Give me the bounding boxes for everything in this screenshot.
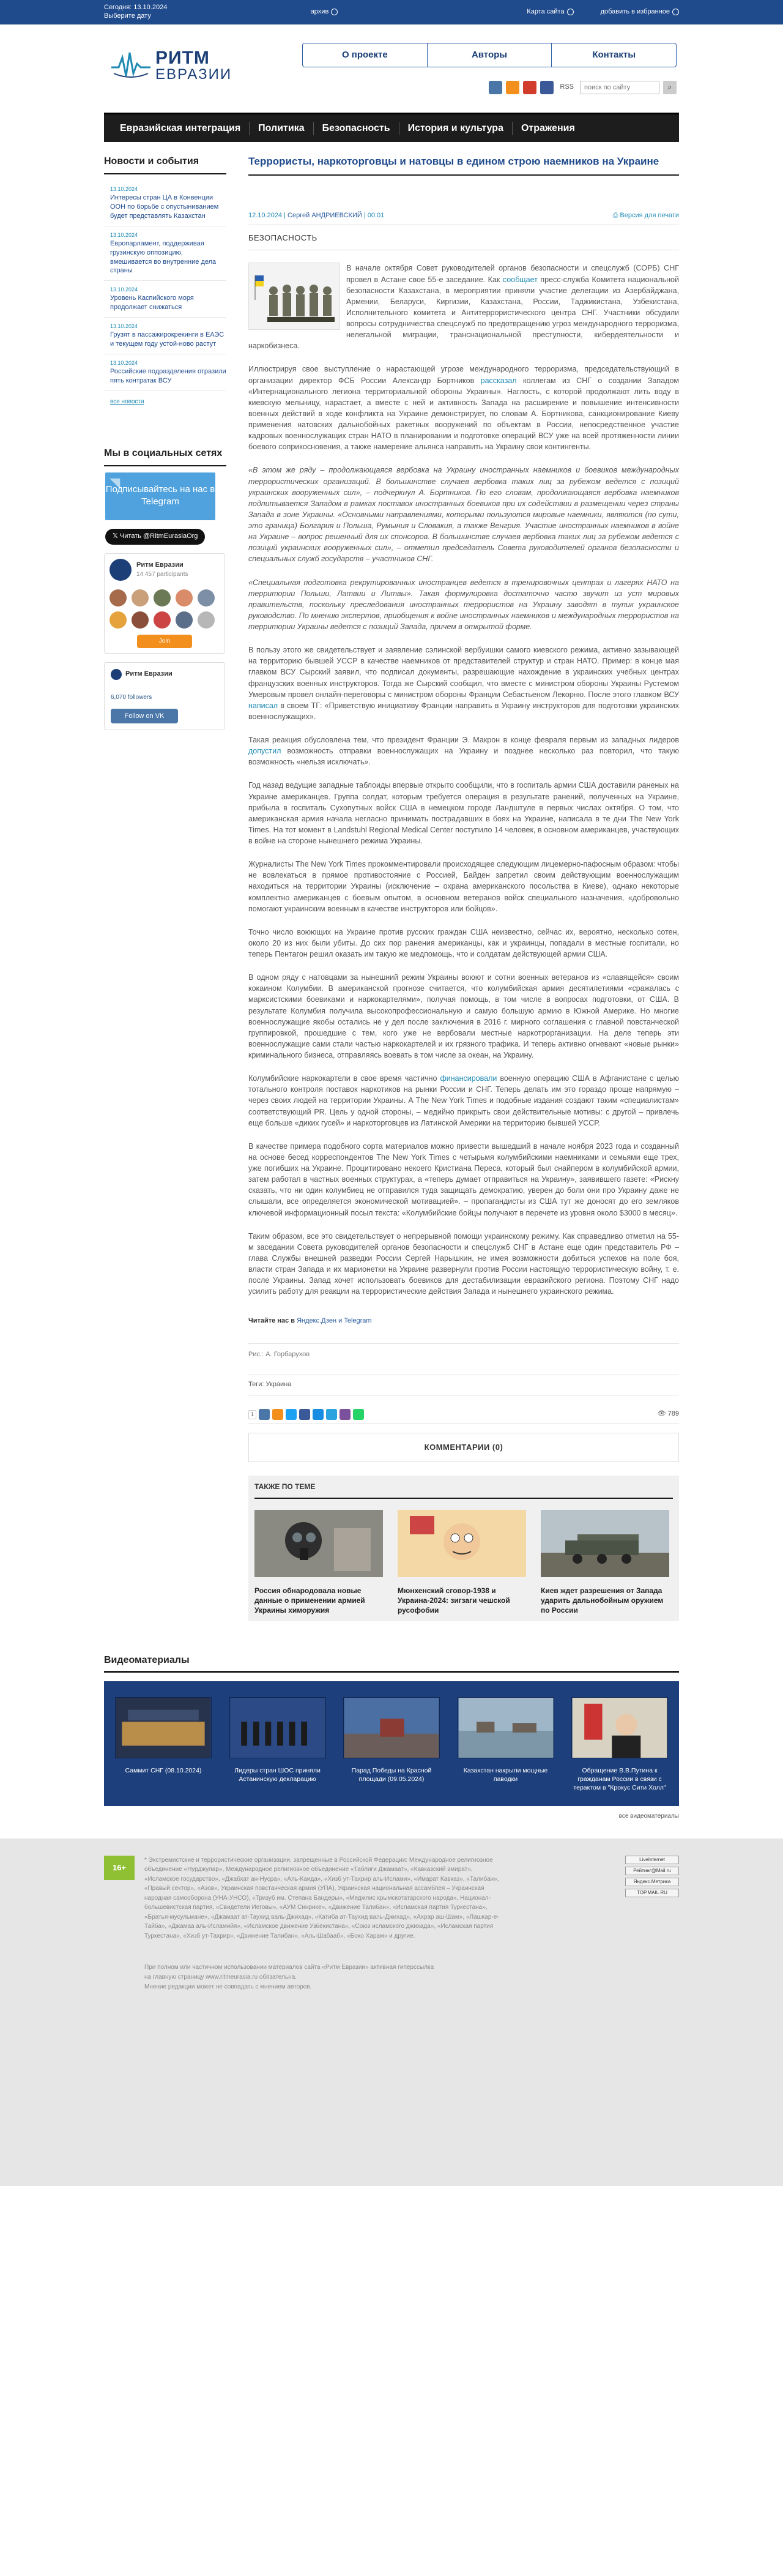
video-carousel [104,1681,679,1806]
vk-followers: 6,070 followers [111,694,152,701]
x-follow-button[interactable]: 𝕏 Читать @RitmEurasiaOrg [105,529,205,545]
nav-about[interactable]: О проекте [341,50,388,60]
related-image-cartoon [398,1510,526,1577]
avatar[interactable] [176,611,193,629]
header-social [489,81,677,94]
video-card[interactable] [458,1697,554,1806]
footer [0,1839,783,2186]
views-counter: 👁 789 [657,1410,679,1418]
video-card[interactable] [571,1697,668,1806]
vk-group-name[interactable]: Ритм Евразии [136,561,184,569]
news-icon[interactable] [523,81,536,94]
avatar[interactable] [132,611,149,629]
article-rubric[interactable]: БЕЗОПАСНОСТЬ [248,233,679,251]
nav-authors[interactable]: Авторы [427,43,552,67]
related-image-gasmask [254,1510,383,1577]
related-title: Киев ждет разрешения от Запада ударить дальнобойным оружием по России [541,1586,664,1615]
article-paragraph: В пользу этого же свидетельствует и заявление сэлинской вербуишки самого киевского режима, активно зазывающей на территорию бывшей УССР в качестве наемников от представителей структур и стран НАТО. Пример: в конце мая главком ВСУ Сырский заявил, что подписал документы, разрешающие нахождение в украинских учебных центрах французских военных инструкторов. Тогда же Сырский сообщил, что вместе с министром обороны Украины Рустемом Умеровым провел онлайн-переговоры с министром обороны Франции Себастьеном Лекорню. После этого главком ВСУ написал в своем ТГ: «Приветствую инициативу Франции направить в Украину инструкторов для подготовки украинских военнослужащих». [248,646,679,721]
print-icon: ⎙ [612,211,620,219]
related-card[interactable] [398,1510,526,1616]
all-videos-link[interactable]: все видеоматериалы [618,1813,679,1820]
search-icon[interactable]: ⌕ [663,81,677,94]
video-title: Обращение В.В.Путина к гражданам России в связи с терактом в "Крокус Сити Холл" [573,1767,666,1791]
all-news-link[interactable]: все новости [110,398,144,406]
today-date: Сегодня: 13.10.2024 [104,4,168,12]
article-author[interactable]: Сергей АНДРИЕВСКИЙ [288,211,362,219]
rss-link[interactable]: RSS [560,83,574,91]
read-us-in: Читайте нас в Яндекс.Дзен и Telegram [248,1317,372,1325]
vk-icon[interactable] [489,81,502,94]
copyright-line: Мнение редакции может не совпадать с мнением авторов. [144,1984,312,1991]
site-logo[interactable] [110,49,232,82]
article-paragraph: Таким образом, все это свидетельствует о непрерывной помощи украинскому режиму. Как справедливо отметил на 55-м заседании Совета руководителей органов безопасности и спецслужб СНГ в Астане еще один представитель РФ – глава Службы внешней разведки России Сергей Нарышкин, не имея возможности добиться успехов на поле боя, власти стран Запада и их марионетки на Украине развернули против России настоящую террористическую войну, т. е. после Украины. Запад хочет использовать боевиков для дестабилизации евразийского региона. Поэтому СНГ надо усилить работу для реакции на террористические действия Запада и нынешнего украинского режима. [248,1231,679,1296]
avatar[interactable] [109,611,127,629]
copyright-line: на главную страницу www.ritmeurasia.ru обязательна. [144,1974,297,1981]
star-icon [672,9,679,15]
choose-date-link[interactable]: Выберите дату [104,12,151,20]
source-link[interactable]: рассказал [480,376,517,385]
share-facebook-icon[interactable] [299,1409,310,1420]
related-title: Мюнхенский сговор-1938 и Украина-2024: зигзаги чешской русофобии [398,1586,510,1615]
video-heading: Видеоматериалы [104,1653,679,1673]
share-mail-icon[interactable] [313,1409,324,1420]
counter-badge[interactable]: Рейтинг@Mail.ru [625,1867,679,1875]
share-telegram-icon[interactable] [326,1409,337,1420]
counter-badges [625,1856,679,1897]
article-paragraph: Колумбийские наркокартели в свое время частично финансировали военную операцию США в Афганистане с целью тотального контроля поставок наркотиков на рынки России и СНГ. Теперь делать им это гораздо проще напрямую – через своих людей на территории Украины. А The New York Times и подобные издания создают таким «специалистам» соответствующий PR. Цель у одной стороны, – медийно прикрыть свои действительные мотивы: с другой – привлечь еще больше «диких гусей» и наркоторговцев из Латинской Америки на территорию бывшей УССР. [248,1074,679,1127]
related-image-missile [541,1510,669,1577]
source-link[interactable]: написал [248,701,278,710]
main-nav [104,113,679,142]
date-block [104,4,245,21]
vk-group-widget [104,553,225,654]
vk-participants: 14 457 participants [136,570,188,578]
video-thumb [343,1697,440,1758]
news-title[interactable]: Грузят в пассажирокрекинги в ЕАЭС и текущем году устой-ново растут [110,330,225,348]
share-whatsapp-icon[interactable] [353,1409,364,1420]
sitemap-icon [567,9,574,15]
article-quote: «В этом же ряду – продолжающаяся вербовка на Украину иностранных наемников и боевиков международных террористических организаций. В большинстве случаев вербовка таких лиц за рубежом ведется с позиций украинских вооруженных сил», – подчеркнул А. Бортников. По его словам, продолжающаяся вербовка наемников подпитывается Западом в рамках поставок иностранных боевиков при их содействии в размещении через страны Запада в зоне Украины. «Основными направлениями, которыми пользуются мировые наемники, являются (по сути, это граница) Болгария и Польша, Румыния и Словакия, а также Венгрия. Участие иностранных наемников в войне на Украине – вопрос решенный для их спонсоров. В большинстве случаев вербовка таких лиц за рубежом ведется с позиций украинских вооруженных сил», – отметил председатель Совета руководителей органов безопасности и специальных служб государств – участников СНГ. [248,466,679,564]
vk-member-avatars [109,589,220,629]
article-illustration [248,263,340,330]
logo-line2: ЕВРАЗИИ [155,66,232,83]
source-link[interactable]: сообщает [502,275,538,284]
video-thumb [458,1697,554,1758]
nav-history-culture[interactable]: История и культура [399,122,513,135]
share-viber-icon[interactable] [340,1409,351,1420]
news-date: 13.10.2024 [110,231,138,238]
avatar[interactable] [132,589,149,607]
related-title: Россия обнародовала новые данные о применении армией Украины химоружия [254,1586,365,1615]
article-title: Террористы, наркоторговцы и натовцы в едином строю наемников на Украине [248,154,679,176]
footer-disclaimer: * Экстремистские и террористические организации, запрещенные в Российской Федерации: Международное религиозное объединение «Нурджулар», Международное религиозное объединение «Таблиги Джамаат», «Кавказский эмират», «Исламское государство», «Джабхат ан-Нусра», «Аль-Каида», «Хизб ут-Тахрир аль-Ислами», «Имарат Кавказ», «Талибан», «Правый сектор», «Азов», Украинская повстанческая армия (УПА), Украинская национальная ассамблея – Украинская народная самооборона (УНА-УНСО), «Тризуб им. Степана Бандеры», «Меджлис крымскотатарского народа», Национал-большевистская партия, «Свидетели Иеговы», «АУМ Синрике», «Движение Талибан», «Исламская партия Туркестана», «Братья-мусульмане», «Джамаат ат-Таухид валь-Джихад», «Катиба ат-Таухид валь-Джихад», «Ахрар аш-Шам», «Лашкар-е-Тайба», «Джамаа аль-Исламийя», «Исламское движение Узбекистана», «Союз исламского джихада», «Исламская партия Туркестана», «Хизб ут-Тахрир», «Движение Талибан», «Аль-Шабааб», «Боко Харам» и другие. [144,1856,499,1939]
avatar[interactable] [109,589,127,607]
counter-badge[interactable]: TOP.MAIL.RU [625,1889,679,1897]
bookmark-link[interactable]: добавить в избранное [601,7,679,17]
comments-heading[interactable]: КОММЕНТАРИИ (0) [248,1433,679,1462]
article-paragraph: В начале октября Совет руководителей органов безопасности и спецслужб (СОРБ) СНГ провел в Астане свое 55-е заседание. Как сообщает пресс-служба Комитета национальной безопасности Казахстана, в мероприятии приняли участие делегации из Азербайджана, Армении, Беларуси, Киргизии, Казахстана, России, Таджикистана, Узбекистана, Исполнительного комитета и Антитеррористического центра СНГ. Участники обсудили вопросы сотрудничества спецслужб по предотвращению угроз международного терроризма, нелегальной миграции, транснациональной преступности, кибердеятельности и наркобизнеса. [248,264,679,351]
video-card[interactable] [229,1697,326,1806]
top-nav [302,43,677,67]
related-heading: ТАКЖЕ ПО ТЕМЕ [254,1482,673,1498]
video-thumb [571,1697,668,1758]
sidebar [104,154,226,1621]
video-title: Парад Победы на Красной площади (09.05.2024) [351,1767,432,1783]
article-paragraph: Год назад ведущие западные таблоиды впервые открыто сообщили, что в госпиталь армии США доставили раненых на Украине американцев. Группа солдат, которым требуется операция в результате ранений, полученных на Украине, прибыла в госпиталь Сухопутных войск США в немецком городе Ландштуле в первых числах октября. О том, что американская армия начала негласно принимать пострадавших в боях на Украине, написала в те дни The New York Times. На тот момент в Landstuhl Regional Medical Center поступило 14 человек, в основном американцев, участвующих в войне на стороне нынешнего режима Украины. [248,781,679,846]
print-version-link[interactable]: ⎙ Версия для печати [612,211,679,219]
age-rating-badge: 16+ [104,1856,135,1880]
related-card[interactable] [541,1510,669,1616]
video-card[interactable] [115,1697,212,1806]
vk-join-button[interactable]: Join [137,635,192,648]
counter-badge[interactable]: Яндекс.Метрика [625,1878,679,1886]
share-twitter-icon[interactable] [286,1409,297,1420]
news-item[interactable] [104,281,226,318]
avatar[interactable] [198,611,215,629]
counter-badge[interactable]: LiveInternet [625,1856,679,1864]
related-card[interactable] [254,1510,383,1616]
news-item[interactable] [104,354,226,391]
news-item[interactable] [104,318,226,354]
nav-contacts[interactable]: Контакты [551,43,676,67]
article-paragraph: Точно число воюющих на Украине против русских граждан США неизвестно, сейчас их, вероятно, несколько сотен, около 20 из них были убиты. До сих пор ранения американцы, как и украинцы, попадали в местные госпитали, но теперь Пентагон решил оказать им такую же медпомощь, что и солдатам действующей армии США. [248,927,679,959]
video-card[interactable] [343,1697,440,1806]
news-date: 13.10.2024 [110,359,138,366]
footer-copyright [144,1963,679,1992]
article-quote: «Специальная подготовка рекрутированных иностранцев ведется в тренировочных центрах и лагерях НАТО на территории Польши, Латвии и Литвы». Такая формулировка достаточно часто звучит из уст мировых правительств, поскольку преследования иностранных террористов на Украину заводят в тупик украинское руководство. По мнению экспертов, приобщения к войне иностранных наемников и международных террористов на территории Украины ведется с позиций Запада, причем в открытой форме. [248,578,679,632]
archive-icon [331,9,338,15]
logo-mark-icon [110,49,152,82]
avatar[interactable] [154,611,171,629]
article-time: 00:01 [367,211,385,219]
avatar[interactable] [198,589,215,607]
news-title[interactable]: Уровень Каспийского моря продолжает снижаться [110,294,194,312]
article [248,154,679,1621]
video-title: Саммит СНГ (08.10.2024) [125,1767,202,1775]
top-bar [0,0,783,24]
video-thumb [115,1697,212,1758]
video-thumb [229,1697,326,1758]
archive-link[interactable]: архив [245,7,404,17]
article-paragraph: Иллюстрируя свое выступление о нарастающей угрозе международного терроризма, председательствующий в организации директор ФСБ России Александр Бортников рассказал коллегам из СНГ о создании Западом «Интернационального легиона территориальной обороны Украины». Наглость, с которой продолжают лить воду в киевскую мельницу, нарастает, а вместе с ней и активность Запада на расширение и повышение интенсивности военных действий в ходе конфликта на Украине демонстрирует, по словам А. Бортникова, санкционирование Киеву применения натовских дальнобойных ракетных вооружений по объектам в России, непосредственное участие кадровых военнослужащих стран НАТО в планировании и подготовке операций ВСУ уже на всей протяженности линии боевого соприкосновения, а также намерение альянса направить на Украину свои контингенты. [248,365,679,452]
related-block [248,1476,679,1621]
news-date: 13.10.2024 [110,323,138,329]
news-item[interactable] [104,226,226,281]
article-date: 12.10.2024 [248,211,283,219]
news-heading: Новости и события [104,154,226,174]
copyright-line: При полном или частичном использовании материалов сайта «Ритм Евразии» активная гиперссылка [144,1964,434,1971]
share-ok-icon[interactable] [272,1409,283,1420]
share-count: 1 [248,1410,256,1419]
nav-security[interactable]: Безопасность [314,122,399,135]
avatar[interactable] [154,589,171,607]
news-title[interactable]: Европарламент, поддерживая грузинскую оппозицию, вмешивается во внутренние дела страны [110,239,217,275]
vk-page-avatar [111,669,122,680]
news-date: 13.10.2024 [110,186,138,193]
telegram-banner[interactable]: Подписывайтесь на нас в Telegram [105,472,215,520]
search-input[interactable] [580,81,659,94]
social-heading: Мы в социальных сетях [104,446,226,466]
article-meta: 12.10.2024 | Сергей АНДРИЕВСКИЙ | 00:01 ⎙ Версия для печати [248,211,679,225]
video-section [104,1653,679,1821]
nav-reflections[interactable]: Отражения [521,122,575,133]
read-us-links[interactable]: Яндекс.Дзен и Telegram [297,1317,372,1325]
article-tags[interactable]: Теги: Украина [248,1375,679,1395]
vk-group-avatar [109,559,132,581]
article-paragraph: В качестве примера подобного сорта материалов можно привести вышедший в начале ноября 2023 года и созданный на основе бесед корреспондентов The New York Times с четырьмя колумбийскими наемниками и семьями еще трех, уже погибших на Украине. Процитировано некоего Кристиана Переса, который был снайпером в колумбийской армии, затем работал в частных военных структурах, а «теперь думает отправиться на Украину», заявившего газете: «Рискну сказать, что ни один колумбиец не отправился туда защищать демократию, уверен до боли они про Украину даже не слышали, все определяется экономической мотивацией». – пропагандисты из США тут же доносят до его земляков ключевой информационный посыл текста: «Колумбийские бойцы получают в перечете из уровня около $3000 в месяц». [248,1141,679,1217]
news-date: 13.10.2024 [110,286,138,293]
nav-politics[interactable]: Политика [250,122,313,135]
share-bar [248,1405,679,1424]
article-paragraph: В одном ряду с натовцами за нынешний режим Украины воюют и сотни военных ветеранов из «славящейся» своим кокаином Колумбии. В американской прогнозе считается, что колумбийская армия десятилетиями «сражалась с марксистскими боевиками и наркокартелями», получая помощь, в том числе в вопросах подготовки, от США. В результате Колумбия получила высокопрофессиональную и самую большую армию в Южной Америке. Но многие военнослужащие якобы остались не у дел после заключения в 2016 г. мирного соглашения с главной повстанческой группировкой, прошедшие с тем, кого уже не вербовали местные наркотрорганизации. На деле теперь эти военнослужащие сами стали частью наркокартелей и их грязного трафика. И теперь активно огневают «новые рынки» криминального бизнеса, отправляясь воевать в том числе за океан, на Украину. [248,973,679,1060]
avatar[interactable] [176,589,193,607]
vk-page-name[interactable]: Ритм Евразии [125,670,173,678]
video-title: Лидеры стран ШОС приняли Астанинскую декларацию [234,1767,321,1783]
x-icon: 𝕏 [113,532,120,540]
news-title[interactable]: Российские подразделения отразили пять контратак ВСУ [110,367,226,384]
article-paragraph: Журналисты The New York Times прокомментировали происходящее следующим лицемерно-пафосным образом: чтобы не вовлекаться в прямое противостояние с Россией, Байден запретил своим действующим военнослужащим находиться на территории Украины (исключение – охрана американского посольства в Киеве), однако некоторые комплектно американцев с боевым опытом, в основном ветеранов войск специального назначения, «добровольно помогают украинским военным в качестве инструкторов или бойцов». [248,860,679,913]
news-item[interactable] [104,181,226,226]
twitter-icon[interactable] [540,81,554,94]
sitemap-link[interactable]: Карта сайта [527,7,573,17]
article-paragraph: Такая реакция обусловлена тем, что президент Франции Э. Макрон в конце февраля первым из западных лидеров допустил возможность отправки военнослужащих на Украину и позднее несколько раз повторил, что такую возможность «нельзя исключать». [248,736,679,767]
logo-line1: РИТМ [155,48,210,68]
illustration-figures-icon [249,263,340,330]
news-title[interactable]: Интересы стран ЦА в Конвенции ООН по борьбе с опустыниванием будет представлять Казахстан [110,194,219,220]
share-vk-icon[interactable] [259,1409,270,1420]
site-header [104,24,679,113]
eye-icon: 👁 [657,1410,668,1418]
nav-eurasian-integration[interactable]: Евразийская интеграция [111,122,250,135]
vk-follow-widget [104,662,225,730]
source-link[interactable]: допустил [248,747,281,756]
video-title: Казахстан накрыли мощные паводки [463,1767,548,1783]
ok-icon[interactable] [506,81,519,94]
vk-follow-button[interactable]: Follow on VK [111,709,178,723]
source-link[interactable]: финансировали [440,1074,497,1083]
image-credit: Рис.: А. Горбарухов [248,1343,679,1360]
